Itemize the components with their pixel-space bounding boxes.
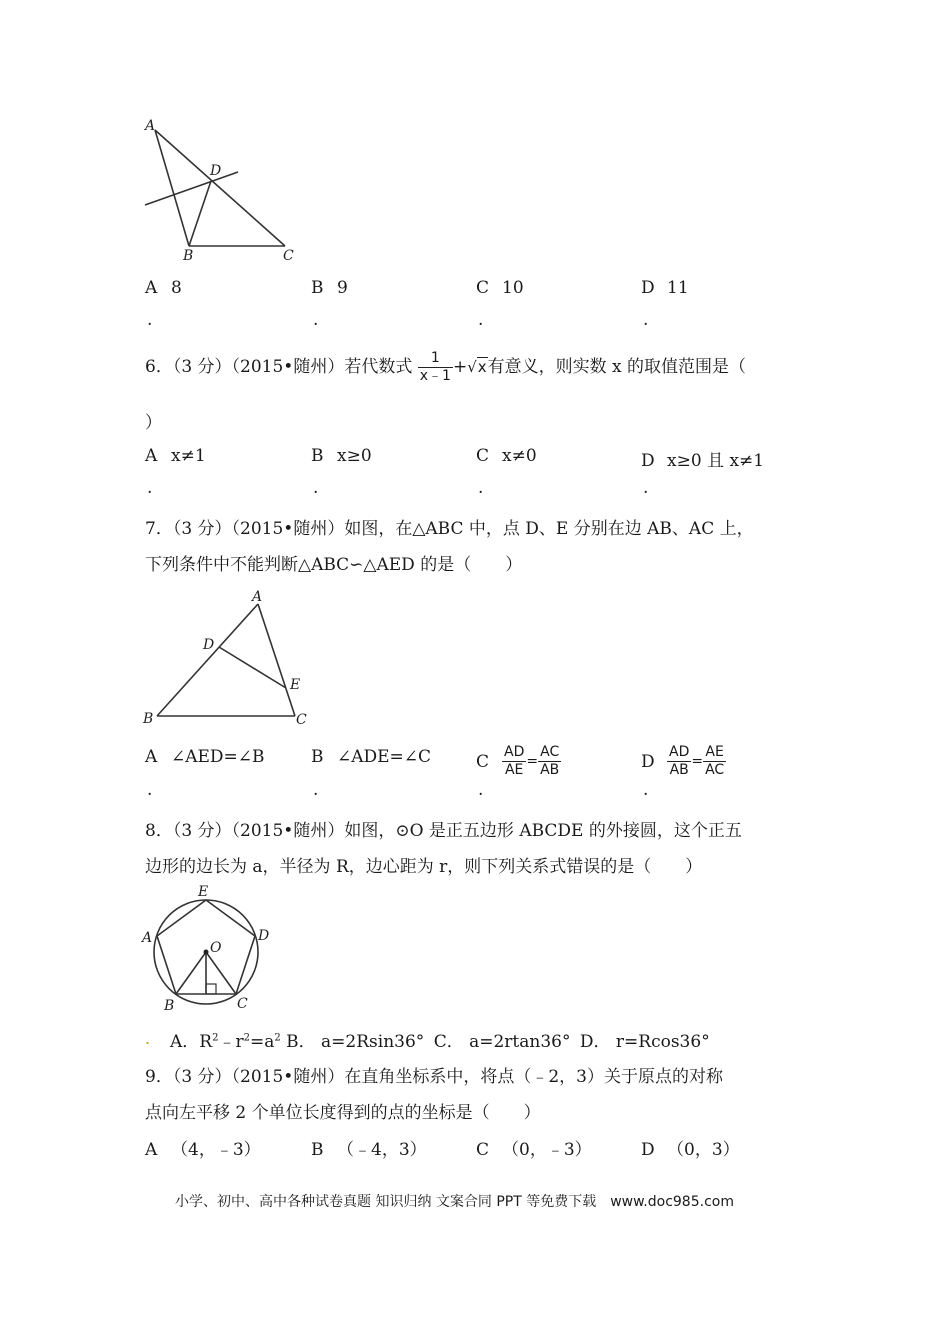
fraction: $\frac{AE}{AC}$ — [705, 744, 725, 778]
option-marker: . — [147, 780, 153, 800]
option-marker: . — [478, 780, 484, 800]
label-B: B — [164, 998, 175, 1014]
q9-option-c[interactable]: C （0，﹣3） — [476, 1140, 592, 1160]
q6-option-d[interactable]: D x≥0 且 x≠1 — [641, 451, 765, 471]
fraction: $\frac{AD}{AE}$ — [504, 744, 525, 778]
q5-option-d[interactable]: D 11 — [641, 278, 689, 298]
figure-q8 — [140, 880, 280, 1020]
q8-option-b[interactable]: B． a=2Rsin36° — [286, 1032, 425, 1052]
option-marker: . — [147, 478, 153, 498]
q9-stem-line2: 点向左平移 2 个单位长度得到的点的坐标是（ ） — [145, 1103, 541, 1123]
label-D: D — [203, 637, 215, 653]
option-marker: . — [478, 478, 484, 498]
label-D: D — [210, 163, 222, 179]
q8-option-d[interactable]: D． r=Rcos36° — [579, 1032, 710, 1052]
q5-option-b[interactable]: B 9 — [311, 278, 348, 298]
q7-option-a[interactable]: A ∠AED=∠B — [145, 747, 265, 767]
label-E: E — [198, 884, 209, 900]
option-marker: . — [313, 478, 319, 498]
q6-option-a[interactable]: A x≠1 — [145, 446, 206, 466]
option-marker: . — [643, 478, 649, 498]
label-B: B — [183, 248, 194, 264]
label-C: C — [296, 712, 307, 728]
q9-option-a[interactable]: A （4，﹣3） — [145, 1140, 261, 1160]
q5-option-c[interactable]: C 10 — [476, 278, 524, 298]
option-marker: . — [478, 310, 484, 330]
q7-stem-line2: 下列条件中不能判断△ABC∽△AED 的是（ ） — [145, 555, 523, 575]
q7-option-c[interactable]: C $\frac{AD}{AE}$ = $\frac{AC}{AB}$ — [476, 744, 560, 778]
fraction: $\frac{AD}{AB}$ — [669, 744, 690, 778]
q8-stem-line2: 边形的边长为 a，半径为 R，边心距为 r，则下列关系式错误的是（ ） — [145, 857, 703, 877]
q8-options — [170, 1027, 710, 1052]
label-A: A — [142, 930, 153, 946]
q9-option-d[interactable]: D （0，3） — [641, 1140, 740, 1160]
q6-sqrt: √x — [467, 358, 487, 376]
label-D: D — [258, 928, 270, 944]
option-marker: . — [643, 310, 649, 330]
triangle-figure-q7 — [140, 585, 320, 730]
option-marker: . — [313, 780, 319, 800]
label-E: E — [290, 677, 301, 693]
q8-stem-line1: 8．（3 分）（2015•随州）如图，⊙O 是正五边形 ABCDE 的外接圆，这个正五 — [145, 821, 742, 841]
label-B: B — [143, 711, 154, 727]
label-O: O — [210, 940, 222, 956]
q9-option-b[interactable]: B （﹣4，3） — [311, 1140, 427, 1160]
q6-option-b[interactable]: B x≥0 — [311, 446, 372, 466]
q6-fraction: $\frac{1}{x﹣1}$ — [419, 350, 451, 384]
figure-q7 — [140, 585, 320, 735]
q7-stem-line1: 7．（3 分）（2015•随州）如图，在△ABC 中，点 D、E 分别在边 AB、AC 上， — [145, 519, 754, 539]
q7-option-b[interactable]: B ∠ADE=∠C — [311, 747, 432, 767]
option-marker: . — [313, 310, 319, 330]
option-marker: . — [147, 310, 153, 330]
q8-option-a[interactable]: A．$R^2﹣r^2=a^2$ — [170, 1032, 281, 1052]
q7-option-d[interactable]: D $\frac{AD}{AB}$ = $\frac{AE}{AC}$ — [641, 744, 725, 778]
stray-mark: . — [145, 1029, 151, 1048]
q9-stem-line1: 9．（3 分）（2015•随州）在直角坐标系中，将点（﹣2，3）关于原点的对称 — [145, 1067, 723, 1087]
q6-stem-line2: ） — [145, 413, 162, 433]
label-A: A — [145, 118, 156, 134]
fraction: $\frac{AC}{AB}$ — [540, 744, 560, 778]
figure-q5 — [140, 115, 310, 270]
q8-option-c[interactable]: C． a=2rtan36° — [433, 1032, 571, 1052]
footer-text[interactable]: 小学、初中、高中各种试卷真题 知识归纳 文案合同 PPT 等免费下载 www.doc985.com — [175, 1194, 734, 1210]
triangle-figure-q5 — [140, 115, 310, 265]
q5-option-a[interactable]: A 8 — [145, 278, 182, 298]
pentagon-circle-figure — [140, 880, 280, 1015]
label-C: C — [237, 996, 248, 1012]
label-A: A — [252, 589, 263, 605]
q6-stem: 6．（3 分）（2015•随州）若代数式 $\frac{1}{x﹣1}$ +√x有意义，则实数 x 的取值范围是（ — [145, 350, 747, 384]
option-marker: . — [643, 780, 649, 800]
label-C: C — [283, 248, 294, 264]
q6-option-c[interactable]: C x≠0 — [476, 446, 537, 466]
